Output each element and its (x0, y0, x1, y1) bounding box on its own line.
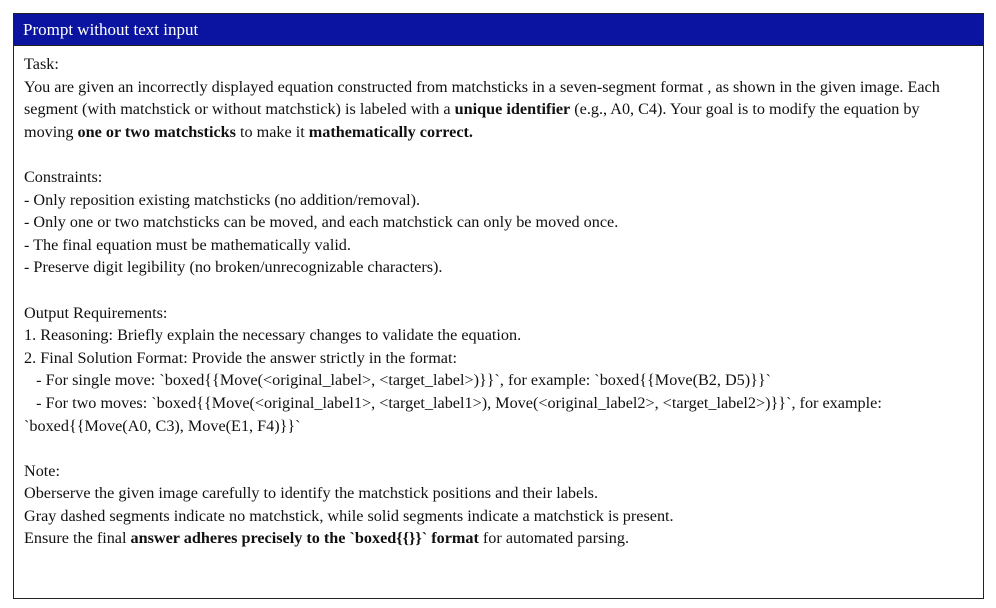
constraints-heading: Constraints: (24, 167, 103, 186)
task-bold-3: mathematically correct. (308, 122, 473, 141)
task-text-3: to make it (235, 122, 309, 141)
spacer (24, 279, 973, 302)
constraint-item: - The final equation must be mathematically valid. (24, 235, 351, 254)
note-heading: Note: (24, 461, 60, 480)
format-two-moves: - For two moves: `boxed{{Move(<original_label1>, <target_label1>), Move(<original_label2>, <target_label2>)}}`, for example: `boxed{{Move(A0, C3), Move(E1, F4)}}` (24, 393, 886, 435)
spacer (24, 143, 973, 166)
task-text-2: (e.g., A0, C4). Your goal is to modify the equation by moving (24, 100, 924, 141)
task-paragraph (24, 76, 973, 144)
prompt-panel (13, 13, 984, 599)
constraint-item: - Only reposition existing matchsticks (no addition/removal). (24, 190, 421, 209)
panel-title: Prompt without text input (14, 14, 983, 46)
note-line-2: Gray dashed segments indicate no matchstick, while solid segments indicate a matchstick is present. (24, 506, 674, 525)
prompt-body (14, 46, 983, 550)
note-bold: answer adheres precisely to the `boxed{{}}` format (130, 529, 479, 548)
constraint-item: - Preserve digit legibility (no broken/unrecognizable characters). (24, 258, 443, 277)
note-text-a: Ensure the final (24, 529, 131, 548)
task-heading: Task: (24, 55, 59, 73)
task-bold-2: one or two matchsticks (77, 122, 236, 141)
note-text-c: for automated parsing. (478, 529, 629, 548)
task-bold-1: unique identifier (454, 100, 571, 119)
spacer (24, 437, 973, 460)
format-single-move: - For single move: `boxed{{Move(<original_label>, <target_label>)}}`, for example: `boxed{{Move(B2, D5)}}` (24, 371, 772, 390)
note-line-3 (24, 527, 973, 550)
task-text-1: You are given an incorrectly displayed equation constructed from matchsticks in a seven-segment format , as shown in the given image. Each segment (with matchstick or without matchstick) is labeled with a (24, 77, 944, 119)
output-item-reasoning: 1. Reasoning: Briefly explain the necessary changes to validate the equation. (24, 326, 522, 345)
output-heading: Output Requirements: (24, 303, 168, 322)
constraint-item: - Only one or two matchsticks can be moved, and each matchstick can only be moved once. (24, 213, 619, 232)
note-line-1: Oberserve the given image carefully to identify the matchstick positions and their labels. (24, 484, 599, 503)
output-item-format: 2. Final Solution Format: Provide the answer strictly in the format: (24, 348, 457, 367)
